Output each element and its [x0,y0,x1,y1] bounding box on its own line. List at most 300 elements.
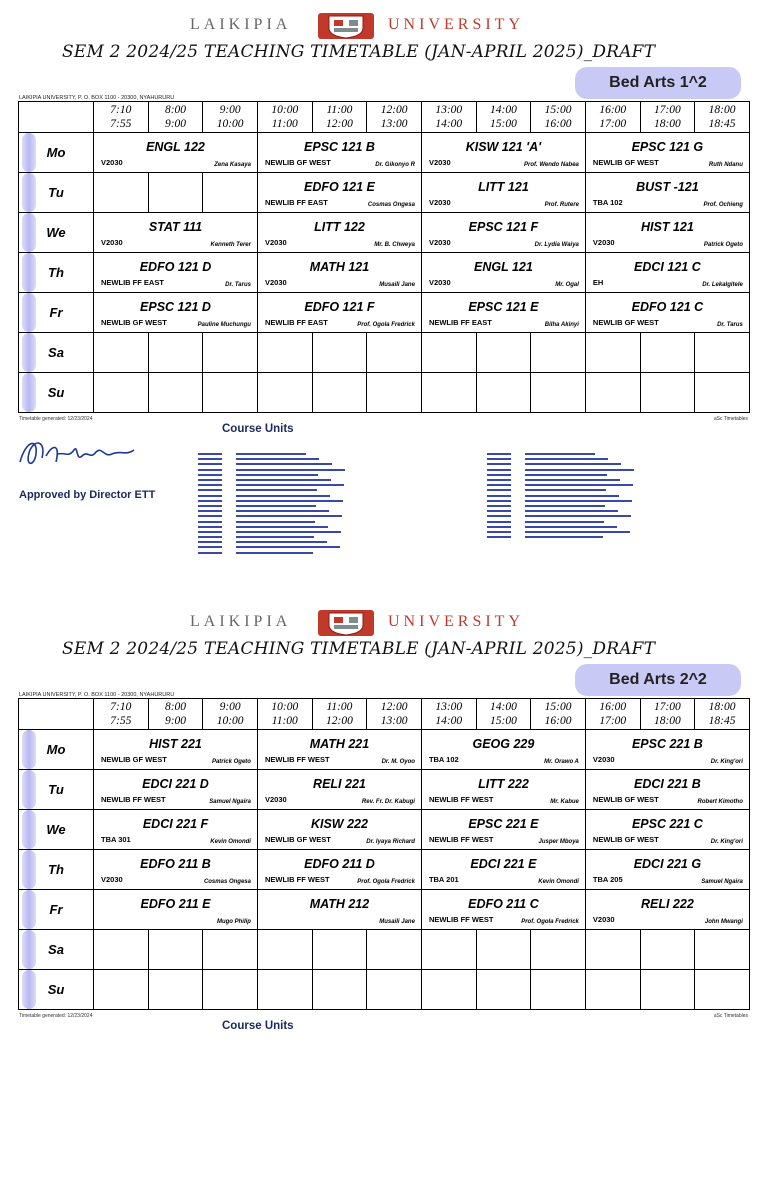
time-start: 15:00 [544,104,572,116]
time-start: 8:00 [164,701,187,713]
course-units-heading: Course Units [222,1020,294,1032]
empty-slot [421,930,476,970]
university-header [0,0,768,40]
time-slot-header [312,699,367,730]
time-slot-header [531,102,586,133]
empty-slot [421,373,476,413]
day-label-cell [19,373,94,413]
day-label: Su [47,385,65,400]
empty-slot [640,333,695,373]
time-end: 9:00 [164,118,187,130]
university-name-right: UNIVERSITY [388,613,524,630]
day-column-band [22,253,36,292]
room-name: NEWLIB FF EAST [101,278,164,287]
course-code: BUST -121 [636,180,699,194]
course-unit-entry [198,545,348,550]
day-label-cell [19,970,94,1010]
day-label-cell [19,253,94,293]
course-unit-entry [487,535,637,540]
empty-slot [421,970,476,1010]
course-code: KISW 222 [310,817,368,831]
room-name: TBA 301 [101,835,131,844]
course-code: ENGL 122 [146,140,205,154]
time-end: 18:45 [708,118,736,130]
lesson-cell [94,133,258,173]
course-unit-entry [487,468,637,473]
lecturer-name: Jusper Mboya [538,839,579,845]
room-name: NEWLIB GF WEST [264,835,331,844]
time-slot-header [94,102,149,133]
lesson-cell [585,770,749,810]
empty-slot [94,930,149,970]
room-name: NEWLIB GF WEST [592,158,659,167]
day-row [19,213,750,253]
lecturer-name: Dr. King'ori [710,759,743,765]
lesson-cell [585,133,749,173]
time-start: 12:00 [380,701,408,713]
time-end: 15:00 [490,715,517,727]
timetable-generated-date: Timetable generated: 12/23/2024 [19,416,93,422]
course-code: EDCI 221 E [470,857,537,871]
empty-slot [585,333,640,373]
course-units-list-right [487,452,637,540]
time-slot-header [367,102,422,133]
lecturer-name: Kevin Omondi [538,879,579,885]
lecturer-name: Mr. Kabue [550,799,579,805]
day-row [19,133,750,173]
day-column-band [22,373,36,412]
time-start: 11:00 [326,701,353,713]
room-name: NEWLIB GF WEST [592,795,659,804]
empty-slot [695,970,750,1010]
day-column-band [22,173,36,212]
director-signature [16,432,141,476]
day-column-band [22,333,36,372]
lecturer-name: Bilha Akinyi [544,322,579,328]
time-end: 16:00 [544,118,572,130]
empty-slot [148,373,203,413]
lecturer-name: Robert Kimotho [697,799,743,805]
empty-slot [640,970,695,1010]
course-code: LITT 121 [478,180,529,194]
lecturer-name: Patrick Ogeto [703,242,743,248]
lecturer-name: Dr. Tarus [225,282,251,288]
empty-slot [585,373,640,413]
lesson-cell [94,770,258,810]
lesson-cell [585,730,749,770]
time-end: 12:00 [326,118,353,130]
lecturer-name: Pauline Muchungu [197,322,251,328]
room-name: NEWLIB FF WEST [264,755,330,764]
university-name-left: LAIKIPIA [190,16,292,33]
course-code: RELI 222 [640,897,694,911]
room-name: NEWLIB FF EAST [428,318,492,327]
time-end: 18:00 [653,118,681,130]
course-unit-entry [198,494,348,499]
lecturer-name: Samuel Ngaira [701,879,743,885]
empty-slot [148,333,203,373]
room-name: TBA 102 [428,755,459,764]
empty-slot [312,373,367,413]
time-start: 13:00 [435,701,463,713]
time-start: 13:00 [435,104,463,116]
lesson-cell [94,253,258,293]
time-end: 7:55 [110,715,132,727]
lesson-cell [94,213,258,253]
lecturer-name: Prof. Ogola Fredrick [521,919,579,925]
lesson-cell [257,850,421,890]
lecturer-name: Prof. Ochieng [703,202,743,208]
time-end: 15:00 [490,118,517,130]
empty-slot [476,333,531,373]
empty-slot [94,373,149,413]
lecturer-name: Mr. B. Chweya [374,242,415,248]
lecturer-name: Mr. Orawo A [544,759,579,765]
course-code: LITT 222 [478,777,529,791]
timetable-page [0,0,768,595]
day-column-band [22,850,36,889]
day-column-band [22,730,36,769]
empty-slot [94,970,149,1010]
time-start: 7:10 [110,701,132,713]
course-units-list-left [198,452,348,556]
room-name: NEWLIB FF WEST [428,795,494,804]
day-row [19,333,750,373]
course-code: EPSC 221 C [631,817,703,831]
room-name: V2030 [264,278,287,287]
empty-slot [476,373,531,413]
time-end: 9:00 [164,715,187,727]
time-slot-header [148,699,203,730]
course-code: EPSC 121 G [631,140,704,154]
lecturer-name: Dr. Tarus [717,322,743,328]
empty-slot [421,333,476,373]
day-label-cell [19,770,94,810]
lesson-cell [585,293,749,333]
lecturer-name: Prof. Ogola Fredrick [357,322,415,328]
lesson-cell [421,293,585,333]
lecturer-name: Prof. Ogola Fredrick [357,879,415,885]
time-slot-header [695,102,750,133]
time-end: 17:00 [599,715,627,727]
time-end: 14:00 [435,118,463,130]
course-code: EPSC 121 F [468,220,539,234]
time-start: 15:00 [544,701,572,713]
lecturer-name: Dr. M. Oyoo [381,759,415,765]
empty-slot [148,930,203,970]
room-name: NEWLIB FF EAST [264,318,328,327]
course-unit-entry [487,494,637,499]
lesson-cell [421,810,585,850]
software-credit: aSc Timetables [713,1013,748,1019]
room-name: V2030 [101,875,123,884]
lesson-cell [257,173,421,213]
room-name: TBA 205 [592,875,623,884]
room-name: TBA 201 [428,875,459,884]
day-row [19,770,750,810]
course-code: KISW 121 'A' [465,140,542,154]
course-units-heading: Course Units [222,423,294,435]
lesson-cell [257,810,421,850]
time-slot-header [421,699,476,730]
time-start: 17:00 [653,701,681,713]
time-slot-header [640,102,695,133]
course-code: GEOG 229 [472,737,535,751]
course-unit-entry [198,468,348,473]
lesson-cell [421,133,585,173]
time-end: 14:00 [435,715,463,727]
day-row [19,930,750,970]
day-column-band [22,970,36,1009]
empty-slot [640,373,695,413]
time-slot-header [585,699,640,730]
lesson-cell [585,850,749,890]
lecturer-name: Patrick Ogeto [211,759,251,765]
time-start: 12:00 [380,104,408,116]
room-name: EH [592,278,604,287]
time-start: 10:00 [271,104,299,116]
time-slot-header [148,102,203,133]
empty-slot [531,333,586,373]
empty-slot [367,930,422,970]
room-name: NEWLIB GF WEST [592,835,659,844]
room-name: V2030 [264,238,287,247]
day-column-band [22,890,36,929]
lesson-cell [421,850,585,890]
lesson-cell [585,253,749,293]
course-code: EDCI 221 G [633,857,702,871]
empty-slot [203,970,258,1010]
room-name: NEWLIB GF WEST [592,318,659,327]
time-start: 11:00 [326,104,353,116]
course-code: MATH 221 [309,737,370,751]
software-credit: aSc Timetables [713,416,748,422]
university-crest-logo [317,609,375,637]
room-name: V2030 [264,795,287,804]
lesson-cell [257,730,421,770]
day-label: Th [48,265,64,280]
time-start: 17:00 [653,104,681,116]
time-slot-header [640,699,695,730]
timetable-title: SEM 2 2024/25 TEACHING TIMETABLE (JAN-APRIL 2025)_DRAFT [62,639,656,659]
day-label-cell [19,730,94,770]
empty-slot [531,930,586,970]
time-start: 14:00 [490,104,517,116]
timetable-title: SEM 2 2024/25 TEACHING TIMETABLE (JAN-APRIL 2025)_DRAFT [62,42,656,62]
day-label-cell [19,810,94,850]
lesson-cell [585,213,749,253]
room-name: NEWLIB GF WEST [101,755,167,764]
lecturer-name: Rev. Fr. Dr. Kabugi [361,799,415,805]
day-label: Fr [49,902,63,917]
room-name: V2030 [592,915,615,924]
empty-slot [203,373,258,413]
university-address: LAIKIPIA UNIVERSITY, P. O. BOX 1100 - 20300, NYAHURURU [19,95,175,101]
lesson-cell [257,770,421,810]
lesson-cell [257,890,421,930]
time-end: 18:45 [708,715,736,727]
empty-slot [695,333,750,373]
empty-slot [585,970,640,1010]
lecturer-name: Mr. Ogal [555,282,579,288]
time-slot-header [585,102,640,133]
lesson-cell [257,293,421,333]
day-label: Sa [48,345,64,360]
room-name: V2030 [592,238,615,247]
time-end: 12:00 [326,715,353,727]
lesson-cell [257,213,421,253]
day-column-band [22,810,36,849]
empty-slot [94,333,149,373]
lesson-cell [585,173,749,213]
course-code: EDCI 221 B [634,777,701,791]
time-start: 16:00 [599,701,627,713]
time-end: 11:00 [271,118,298,130]
lesson-cell [421,730,585,770]
course-code: EDFO 121 E [304,180,375,194]
time-slot-header [421,102,476,133]
time-start: 9:00 [219,701,241,713]
day-label: We [46,225,66,240]
course-unit-entry [198,462,348,467]
room-name: NEWLIB FF WEST [428,835,494,844]
empty-slot [312,333,367,373]
university-header [0,597,768,637]
header-corner [19,699,94,730]
empty-slot [312,930,367,970]
day-row [19,970,750,1010]
day-label: Mo [46,742,66,757]
room-name: NEWLIB FF WEST [264,875,330,884]
course-code: EDCI 221 D [142,777,209,791]
time-slot-header [531,699,586,730]
day-row [19,730,750,770]
course-code: EDFO 121 D [139,260,212,274]
empty-slot [257,970,312,1010]
header-corner [19,102,94,133]
course-code: MATH 212 [309,897,370,911]
empty-slot [257,930,312,970]
time-end: 10:00 [216,715,244,727]
lecturer-name: Prof. Rutere [544,202,579,208]
time-slot-header [367,699,422,730]
time-slot-header [203,699,258,730]
room-name: V2030 [101,158,123,167]
day-label-cell [19,173,94,213]
day-label: Tu [48,782,64,797]
day-row [19,810,750,850]
lesson-cell [421,770,585,810]
lecturer-name: Kenneth Terer [210,242,251,248]
course-code: EDFO 211 D [304,857,375,871]
room-name: V2030 [428,278,451,287]
empty-slot [148,173,203,213]
lecturer-name: Dr. Lekalgitele [702,282,743,288]
timetable-generated-date: Timetable generated: 12/23/2024 [19,1013,93,1019]
time-start: 9:00 [219,104,241,116]
lecturer-name: John Mwangi [704,919,743,925]
university-crest-logo [317,12,375,40]
time-end: 16:00 [544,715,572,727]
day-row [19,293,750,333]
empty-slot [367,373,422,413]
class-name-badge: Bed Arts 1^2 [575,67,741,99]
time-start: 7:10 [110,104,132,116]
day-label-cell [19,850,94,890]
day-label-cell [19,213,94,253]
course-code: EPSC 121 E [468,300,539,314]
course-code: EPSC 221 B [631,737,703,751]
time-end: 13:00 [380,715,408,727]
empty-slot [367,970,422,1010]
day-column-band [22,133,36,172]
course-code: MATH 121 [309,260,370,274]
course-code: EPSC 121 B [304,140,375,154]
time-start: 16:00 [599,104,627,116]
room-name: NEWLIB FF WEST [101,795,166,804]
time-slot-header [257,102,312,133]
day-label: Su [47,982,65,997]
university-name-right: UNIVERSITY [388,16,524,33]
time-end: 13:00 [380,118,408,130]
empty-slot [531,970,586,1010]
empty-slot [203,173,258,213]
time-start: 18:00 [708,701,736,713]
lesson-cell [94,890,258,930]
empty-slot [312,970,367,1010]
day-label: Tu [48,185,64,200]
course-code: ENGL 121 [474,260,533,274]
day-label-cell [19,890,94,930]
course-code: EPSC 121 D [140,300,211,314]
day-label: Th [48,862,64,877]
room-name: V2030 [101,238,123,247]
empty-slot [531,373,586,413]
day-label-cell [19,133,94,173]
day-column-band [22,770,36,809]
day-label-cell [19,293,94,333]
day-column-band [22,293,36,332]
time-start: 10:00 [271,701,299,713]
empty-slot [695,930,750,970]
lesson-cell [257,253,421,293]
lesson-cell [421,253,585,293]
time-slot-header [312,102,367,133]
time-slot-header [94,699,149,730]
lecturer-name: Dr. Iyaya Richard [366,839,415,845]
lecturer-name: Samuel Ngaira [209,799,251,805]
empty-slot [367,333,422,373]
approval-line: Approved by Director ETT [19,489,156,501]
time-header-row [19,699,750,730]
timetable-page [0,597,768,1192]
lecturer-name: Dr. Lydia Waiya [534,242,579,248]
lesson-cell [421,213,585,253]
class-name-badge: Bed Arts 2^2 [575,664,741,696]
lesson-cell [257,133,421,173]
empty-slot [585,930,640,970]
time-header-row [19,102,750,133]
lesson-cell [585,810,749,850]
time-slot-header [203,102,258,133]
day-row [19,850,750,890]
day-label: We [46,822,66,837]
room-name: NEWLIB GF WEST [101,318,167,327]
empty-slot [640,930,695,970]
time-start: 18:00 [708,104,736,116]
day-label-cell [19,333,94,373]
university-name-left: LAIKIPIA [190,613,292,630]
